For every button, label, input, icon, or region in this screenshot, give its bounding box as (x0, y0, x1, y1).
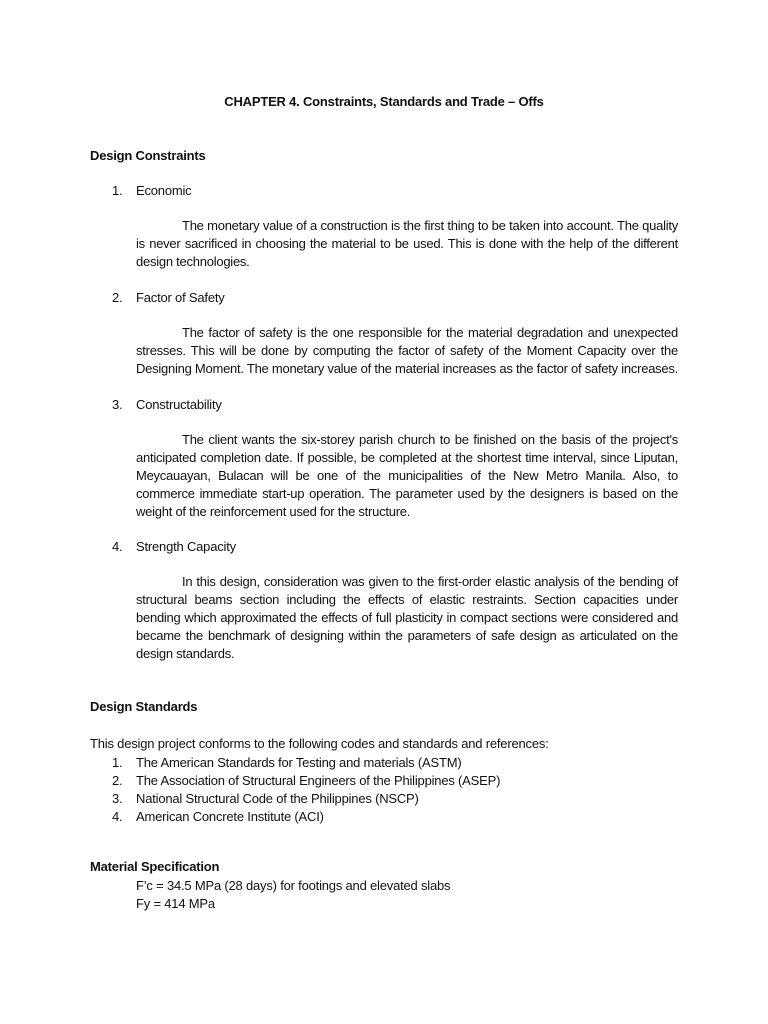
constraint-label: Factor of Safety (136, 290, 225, 305)
constraint-item-strength-capacity (112, 539, 236, 554)
standard-text: The American Standards for Testing and materials (ASTM) (136, 755, 462, 770)
constraint-label: Constructability (136, 397, 222, 412)
material-spec-steel: Fy = 414 MPa (136, 896, 215, 911)
standards-list (112, 754, 500, 826)
constraint-item-constructability (112, 397, 222, 412)
design-standards-intro: This design project conforms to the following codes and standards and references: (90, 736, 549, 751)
page-title: CHAPTER 4. Constraints, Standards and Trade – Offs (224, 94, 544, 109)
list-number: 4. (112, 809, 123, 824)
constraint-item-factor-of-safety (112, 290, 225, 305)
list-number: 1. (112, 755, 123, 770)
material-specification-heading: Material Specification (90, 859, 220, 874)
constraint-paragraph-factor-of-safety: The factor of safety is the one responsible for the material degradation and unexpected stresses. This will be done by computing the factor of safety of the Moment Capacity over the Designing Moment. The monetary value of the material increases as the factor of safety increases. (136, 325, 679, 376)
constraint-paragraph-constructability: The client wants the six-storey parish church to be finished on the basis of the project's anticipated completion date. If possible, be completed at the shortest time interval, since Liputan, Meycauayan, Bulacan will be one of the municipalities of the New Metro Manila. Also, to commerce immediate start-up operation. The parameter used by the designers is based on the weight of the reinforcement used for the structure. (136, 432, 678, 519)
list-item (112, 754, 500, 772)
list-number: 3. (112, 791, 123, 806)
list-number: 2. (112, 773, 123, 788)
list-item (112, 772, 500, 790)
constraint-paragraph-economic: The monetary value of a construction is the first thing to be taken into account. The quality is never sacrificed in choosing the material to be used. This is done with the help of the different design technologies. (136, 218, 678, 269)
list-number: 3. (112, 397, 123, 412)
standard-text: National Structural Code of the Philippines (NSCP) (136, 791, 419, 806)
standard-text: The Association of Structural Engineers of the Philippines (ASEP) (136, 773, 501, 788)
list-number: 4. (112, 539, 123, 554)
list-number: 2. (112, 290, 123, 305)
list-number: 1. (112, 183, 123, 198)
constraint-label: Strength Capacity (136, 539, 236, 554)
constraint-label: Economic (136, 183, 192, 198)
design-constraints-heading: Design Constraints (90, 148, 206, 163)
constraint-item-economic (112, 183, 191, 198)
list-item (112, 808, 500, 826)
constraint-paragraph-strength-capacity: In this design, consideration was given to the first-order elastic analysis of the bending of structural beams section including the effects of elastic restraints. Section capacities under bending which approximated the effects of full plasticity in compact sections were considered and became the benchmark of designing within the parameters of safe design as articulated on the design standards. (136, 574, 678, 661)
list-item (112, 790, 500, 808)
standard-text: American Concrete Institute (ACI) (136, 809, 324, 824)
material-spec-concrete: F’c = 34.5 MPa (28 days) for footings and elevated slabs (136, 878, 451, 893)
design-standards-heading: Design Standards (90, 699, 198, 714)
